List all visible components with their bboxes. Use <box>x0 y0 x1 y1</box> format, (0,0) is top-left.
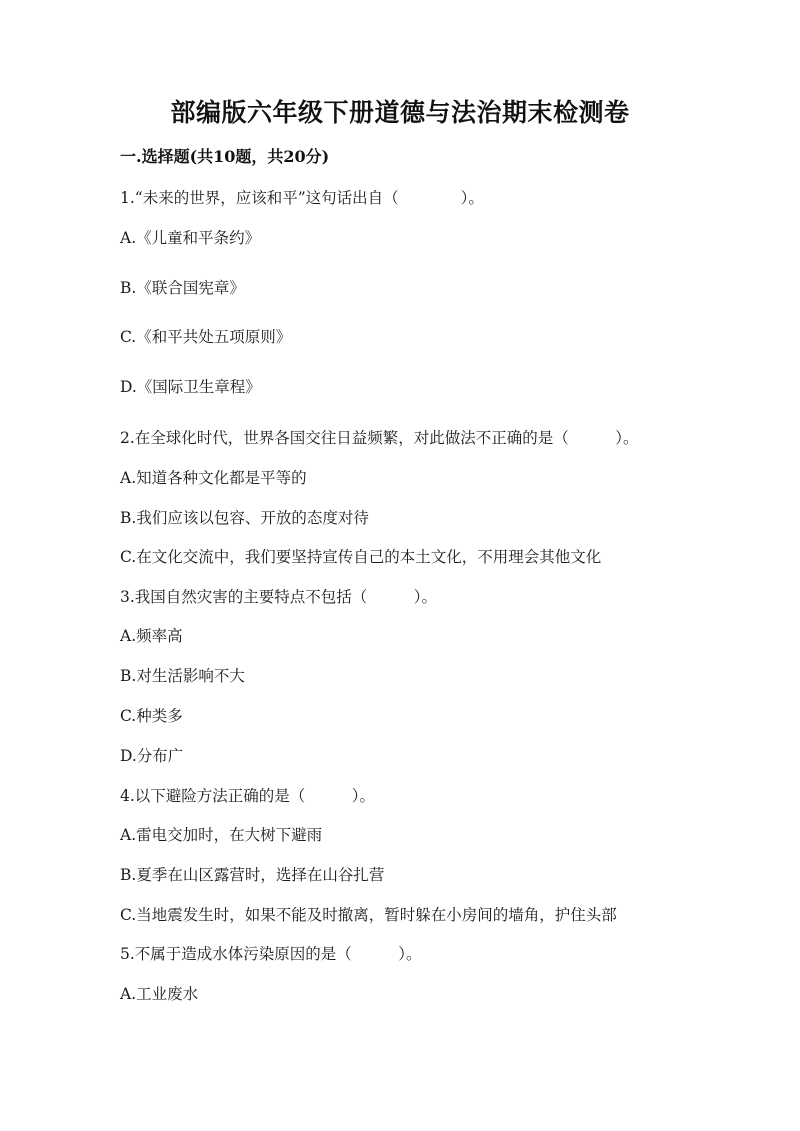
question-1-option-b: B.《联合国宪章》 <box>120 279 245 297</box>
question-4-option-b: B.夏季在山区露营时，选择在山谷扎营 <box>120 866 385 884</box>
question-4-stem: 4.以下避险方法正确的是（ ）。 <box>120 787 376 805</box>
question-3-option-b: B.对生活影响不大 <box>120 667 245 685</box>
question-1-option-a: A.《儿童和平条约》 <box>120 229 261 247</box>
question-3-option-a: A.频率高 <box>120 627 183 645</box>
document-title: 部编版六年级下册道德与法治期末检测卷 <box>170 98 630 127</box>
question-2-stem: 2.在全球化时代，世界各国交往日益频繁，对此做法不正确的是（ ）。 <box>120 429 639 447</box>
section-heading: 一.选择题(共10题，共20分) <box>120 147 330 166</box>
question-3-stem: 3.我国自然灾害的主要特点不包括（ ）。 <box>120 588 438 606</box>
question-4-option-a: A.雷电交加时，在大树下避雨 <box>120 826 323 844</box>
question-5-option-a: A.工业废水 <box>120 985 199 1003</box>
question-4-option-c: C.当地震发生时，如果不能及时撤离，暂时躲在小房间的墙角，护住头部 <box>120 906 617 924</box>
question-2-option-a: A.知道各种文化都是平等的 <box>120 469 307 487</box>
question-3-option-d: D.分布广 <box>120 747 184 765</box>
question-2-option-c: C.在文化交流中，我们要坚持宣传自己的本土文化，不用理会其他文化 <box>120 548 602 566</box>
question-2-option-b: B.我们应该以包容、开放的态度对待 <box>120 509 369 527</box>
question-1-option-c: C.《和平共处五项原则》 <box>120 328 292 346</box>
question-1-option-d: D.《国际卫生章程》 <box>120 378 261 396</box>
question-3-option-c: C.种类多 <box>120 707 183 725</box>
question-1-stem: 1.“未来的世界，应该和平”这句话出自（ ）。 <box>120 189 484 207</box>
question-5-stem: 5.不属于造成水体污染原因的是（ ）。 <box>120 945 422 963</box>
